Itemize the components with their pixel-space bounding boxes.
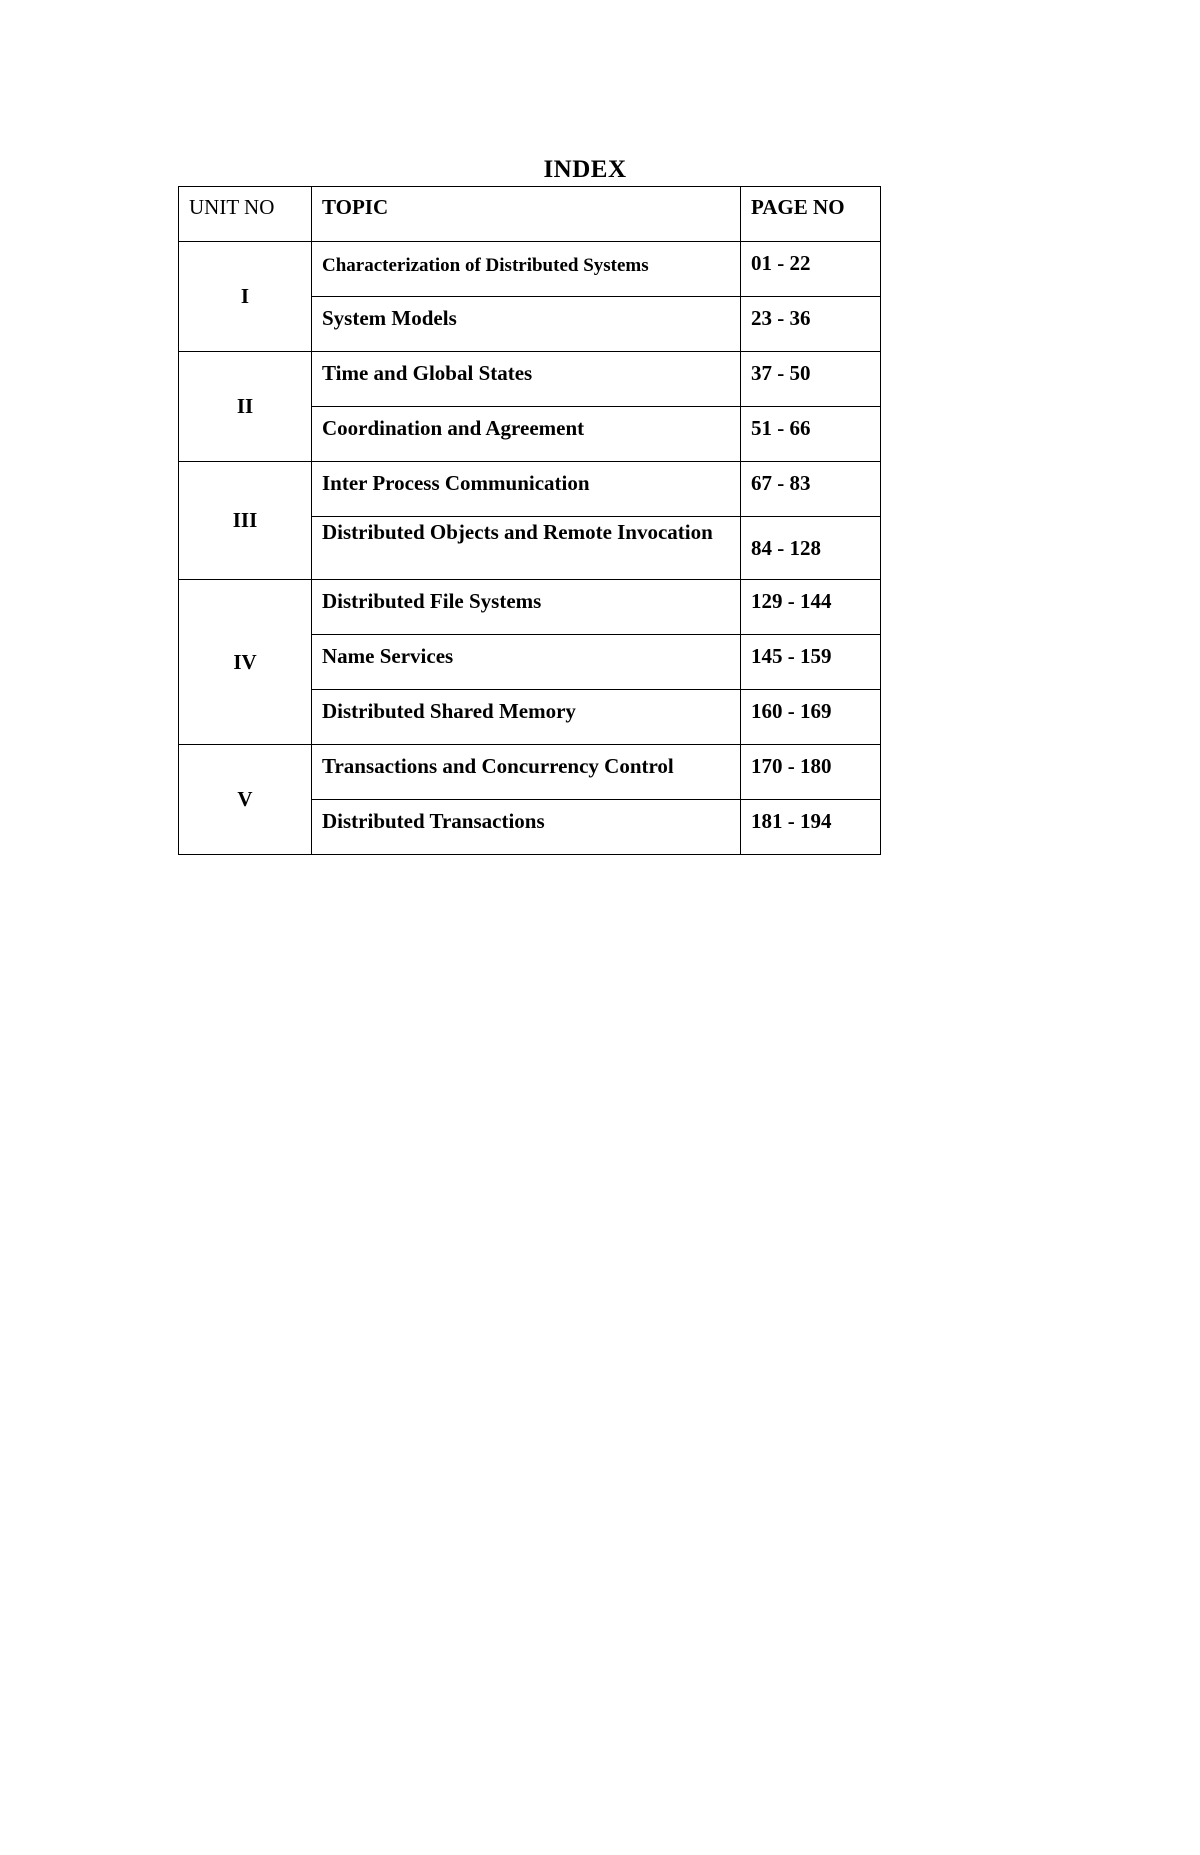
page-range: 181 - 194 <box>741 800 881 855</box>
table-row <box>179 580 881 635</box>
unit-number: I <box>179 242 312 352</box>
unit-number: II <box>179 352 312 462</box>
unit-number: IV <box>179 580 312 745</box>
topic-title: Transactions and Concurrency Control <box>312 745 741 800</box>
page-range: 160 - 169 <box>741 690 881 745</box>
topic-title: Inter Process Communication <box>312 462 741 517</box>
page-title: INDEX <box>543 156 627 183</box>
topic-title: Coordination and Agreement <box>312 407 741 462</box>
page-no-header: PAGE NO <box>741 187 881 242</box>
topic-title: Name Services <box>312 635 741 690</box>
unit-number: III <box>179 462 312 580</box>
topic-title: Characterization of Distributed Systems <box>312 242 741 297</box>
page-range: 170 - 180 <box>741 745 881 800</box>
page-range: 67 - 83 <box>741 462 881 517</box>
page-range: 37 - 50 <box>741 352 881 407</box>
index-table <box>178 186 881 855</box>
table-row <box>179 462 881 517</box>
topic-title: Time and Global States <box>312 352 741 407</box>
header-row <box>179 187 881 242</box>
topic-title: Distributed Objects and Remote Invocation <box>312 517 741 580</box>
table-row <box>179 352 881 407</box>
page-range: 145 - 159 <box>741 635 881 690</box>
table-row <box>179 745 881 800</box>
topic-title: Distributed Shared Memory <box>312 690 741 745</box>
topic-header: TOPIC <box>312 187 741 242</box>
topic-title: System Models <box>312 297 741 352</box>
page-range: 129 - 144 <box>741 580 881 635</box>
topic-title: Distributed Transactions <box>312 800 741 855</box>
topic-title: Distributed File Systems <box>312 580 741 635</box>
unit-no-header: UNIT NO <box>179 187 312 242</box>
table-row <box>179 242 881 297</box>
unit-number: V <box>179 745 312 855</box>
page-range: 01 - 22 <box>741 242 881 297</box>
page-range: 51 - 66 <box>741 407 881 462</box>
page-range: 23 - 36 <box>741 297 881 352</box>
page-range: 84 - 128 <box>741 517 881 580</box>
